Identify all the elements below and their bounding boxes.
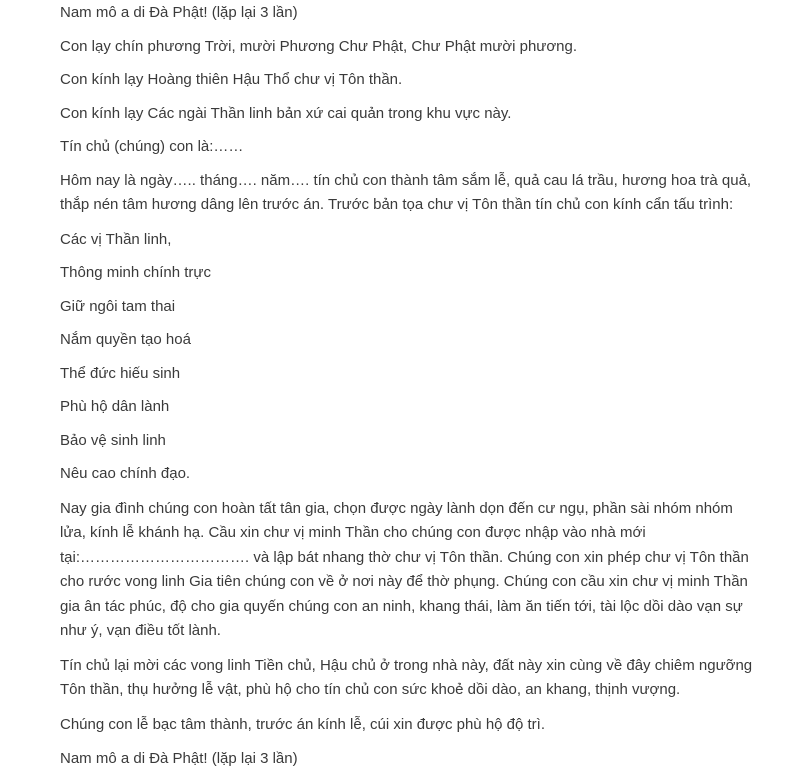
- paragraph-invite-former-owners: Tín chủ lại mời các vong linh Tiền chủ, Hậu chủ ở trong nhà này, đất này xin cùng về đây chiêm ngưỡng Tôn thần, thụ hưởng lễ vật, phù hộ cho tín chủ con sức khoẻ dồi dào, an khang, thịnh vượng.: [60, 656, 753, 698]
- paragraph-bow-local-spirits: Con kính lạy Các ngài Thần linh bản xứ cai quản trong khu vực này.: [60, 104, 512, 122]
- paragraph-closing-respect: Chúng con lễ bạc tâm thành, trước án kính lễ, cúi xin được phù hộ độ trì.: [60, 715, 546, 733]
- paragraph-opening-chant: Nam mô a di Đà Phật! (lặp lại 3 lần): [60, 4, 298, 21]
- prayer-text: [60, 0, 760, 772]
- paragraph-virtue-3: Nắm quyền tạo hoá: [60, 331, 191, 348]
- paragraph-bow-buddhas: Con lạy chín phương Trời, mười Phương Chư Phật, Chư Phật mười phương.: [60, 37, 578, 55]
- paragraph-virtue-5: Phù hộ dân lành: [60, 398, 170, 415]
- paragraph-virtue-7: Nêu cao chính đạo.: [60, 465, 191, 482]
- paragraph-devotee-name: Tín chủ (chúng) con là:……: [60, 138, 244, 155]
- paragraph-closing-chant: Nam mô a di Đà Phật! (lặp lại 3 lần): [60, 750, 298, 767]
- paragraph-virtue-4: Thể đức hiếu sinh: [60, 364, 181, 382]
- paragraph-new-home-request: Nay gia đình chúng con hoàn tất tân gia, chọn được ngày lành dọn đến cư ngụ, phần sài nhóm nhóm lửa, kính lễ khánh hạ. Cầu xin chư vị minh Thần cho chúng con được nhập vào nhà mới tại:……………………………. và lập bát nhang thờ chư vị Tôn thần. Chúng con xin phép chư vị Tôn thần cho rước vong linh Gia tiên chúng con về ở nơi này để thờ phụng. Chúng con cầu xin chư vị minh Thần gia ân tác phúc, độ cho gia quyến chúng con an ninh, khang thái, làm ăn tiến tới, tài lộc dồi dào vạn sự như ý, vạn điều tốt lành.: [60, 499, 749, 639]
- paragraph-virtue-1: Thông minh chính trực: [60, 264, 211, 281]
- paragraph-date-offering: Hôm nay là ngày….. tháng…. năm…. tín chủ con thành tâm sắm lễ, quả cau lá trầu, hương hoa trà quả, thắp nén tâm hương dâng lên trước án. Trước bản tọa chư vị Tôn thần tín chủ con kính cẩn tấu trình:: [60, 171, 752, 213]
- paragraph-deities-address: Các vị Thần linh,: [60, 230, 172, 248]
- paragraph-bow-earth-god: Con kính lạy Hoàng thiên Hậu Thổ chư vị Tôn thần.: [60, 71, 403, 88]
- paragraph-virtue-6: Bảo vệ sinh linh: [60, 431, 166, 449]
- paragraph-virtue-2: Giữ ngôi tam thai: [60, 297, 176, 315]
